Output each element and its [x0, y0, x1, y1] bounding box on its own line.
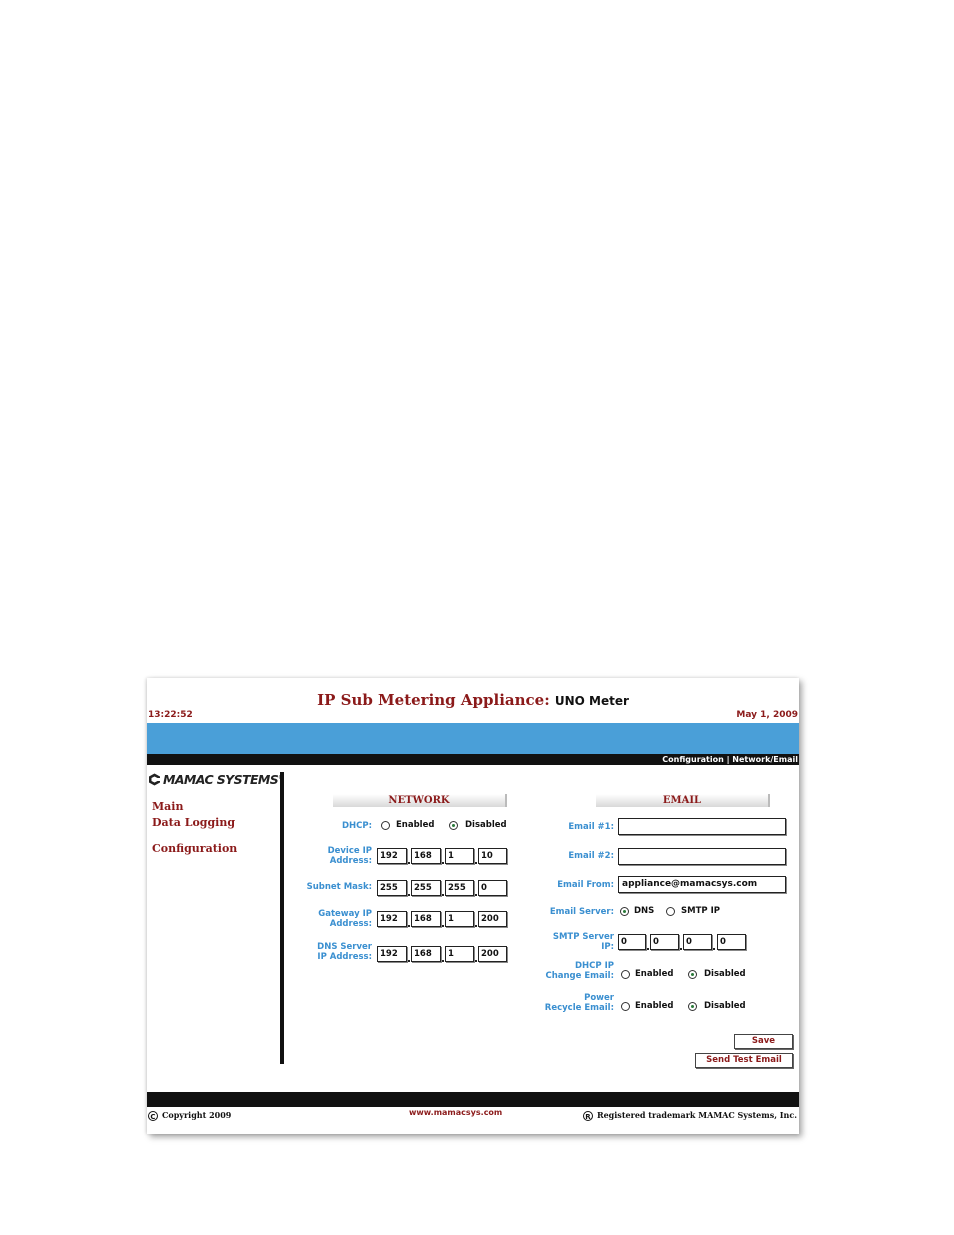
- logo-hex-icon: [148, 773, 161, 786]
- clock-time: 13:22:52: [148, 710, 193, 720]
- dns-octet-1[interactable]: 192: [377, 946, 407, 962]
- current-date: May 1, 2009: [736, 710, 798, 720]
- dhcp-label: DHCP:: [341, 821, 372, 831]
- subnet-octet-4[interactable]: 0: [478, 880, 507, 896]
- ip-dot: [475, 960, 477, 962]
- email-server-label: Email Server:: [549, 907, 614, 917]
- device-ip-label: Device IP Address:: [327, 846, 372, 866]
- sidebar-divider: [280, 772, 284, 1064]
- subnet-octet-3[interactable]: 255: [445, 880, 474, 896]
- page-title: [147, 690, 799, 709]
- server-dns-label: DNS: [634, 906, 655, 916]
- dns-octet-2[interactable]: 168: [411, 946, 441, 962]
- ip-dot: [442, 960, 444, 962]
- dhcp-change-disabled-radio[interactable]: [688, 970, 697, 979]
- dhcp-enabled-radio[interactable]: [381, 821, 390, 830]
- power-enabled-radio[interactable]: [621, 1002, 630, 1011]
- title-main: IP Sub Metering Appliance:: [317, 691, 550, 709]
- ip-dot: [408, 960, 410, 962]
- ip-dot: [475, 894, 477, 896]
- breadcrumb: Configuration | Network/Email: [662, 755, 798, 764]
- nav-main[interactable]: Main: [152, 800, 184, 813]
- ip-dot: [442, 925, 444, 927]
- server-smtp-radio[interactable]: [666, 907, 675, 916]
- ip-dot: [647, 948, 649, 950]
- ip-dot: [408, 925, 410, 927]
- smtp-ip-octet-1[interactable]: 0: [618, 934, 646, 950]
- device-ip-octet-4[interactable]: 10: [478, 848, 507, 864]
- email-heading: EMAIL: [596, 794, 770, 807]
- dhcp-change-enabled-radio[interactable]: [621, 970, 630, 979]
- ip-dot: [408, 894, 410, 896]
- smtp-ip-octet-2[interactable]: 0: [650, 934, 679, 950]
- smtp-ip-label: SMTP Server IP:: [552, 932, 614, 952]
- smtp-ip-octet-4[interactable]: 0: [717, 934, 746, 950]
- email2-input[interactable]: [618, 848, 786, 865]
- nav-data-logging[interactable]: Data Logging: [152, 816, 236, 829]
- email1-label: Email #1:: [568, 822, 614, 832]
- logo-text: MAMAC SYSTEMS: [163, 772, 279, 787]
- server-dns-radio[interactable]: [620, 907, 629, 916]
- smtp-ip-octet-3[interactable]: 0: [683, 934, 712, 950]
- gateway-octet-2[interactable]: 168: [411, 911, 441, 927]
- email-from-input[interactable]: appliance@mamacsys.com: [618, 876, 786, 893]
- gateway-octet-4[interactable]: 200: [478, 911, 507, 927]
- power-disabled-radio[interactable]: [688, 1002, 697, 1011]
- dns-octet-4[interactable]: 200: [478, 946, 507, 962]
- dhcp-change-disabled-label: Disabled: [704, 969, 746, 979]
- header-banner: [147, 723, 799, 754]
- dhcp-disabled-radio[interactable]: [449, 821, 458, 830]
- subnet-octet-1[interactable]: 255: [377, 880, 407, 896]
- website-link[interactable]: www.mamacsys.com: [409, 1108, 503, 1117]
- subnet-octet-2[interactable]: 255: [411, 880, 441, 896]
- breadcrumb-bar: [147, 754, 799, 765]
- ip-dot: [713, 948, 715, 950]
- trademark: R Registered trademark MAMAC Systems, Inc.: [583, 1110, 797, 1121]
- device-ip-octet-1[interactable]: 192: [377, 848, 407, 864]
- dns-label: DNS Server IP Address:: [317, 942, 372, 962]
- dhcp-change-email-label: DHCP IP Change Email:: [545, 961, 614, 981]
- device-ip-octet-3[interactable]: 1: [445, 848, 474, 864]
- ip-dot: [680, 948, 682, 950]
- ip-dot: [442, 894, 444, 896]
- copyright: C Copyright 2009: [148, 1110, 231, 1121]
- email-from-label: Email From:: [557, 880, 614, 890]
- network-heading: NETWORK: [333, 794, 507, 807]
- dhcp-disabled-label: Disabled: [465, 820, 507, 830]
- dhcp-change-enabled-label: Enabled: [635, 969, 674, 979]
- ip-dot: [408, 862, 410, 864]
- ip-dot: [475, 862, 477, 864]
- registered-icon: R: [583, 1111, 593, 1121]
- power-enabled-label: Enabled: [635, 1001, 674, 1011]
- dns-octet-3[interactable]: 1: [445, 946, 474, 962]
- gateway-octet-3[interactable]: 1: [445, 911, 474, 927]
- mamac-logo: [148, 773, 278, 787]
- app-window: [147, 678, 799, 1134]
- email1-input[interactable]: [618, 818, 786, 835]
- device-ip-octet-2[interactable]: 168: [411, 848, 441, 864]
- title-device: UNO Meter: [554, 694, 629, 708]
- send-test-email-button[interactable]: Send Test Email: [695, 1053, 793, 1068]
- subnet-label: Subnet Mask:: [306, 882, 372, 892]
- nav-configuration[interactable]: Configuration: [152, 842, 238, 855]
- server-smtp-label: SMTP IP: [681, 906, 720, 916]
- copyright-icon: C: [148, 1111, 158, 1121]
- email2-label: Email #2:: [568, 851, 614, 861]
- gateway-label: Gateway IP Address:: [318, 909, 372, 929]
- dhcp-enabled-label: Enabled: [396, 820, 435, 830]
- power-recycle-email-label: Power Recycle Email:: [544, 993, 614, 1013]
- ip-dot: [475, 925, 477, 927]
- save-button[interactable]: Save: [734, 1034, 793, 1049]
- footer-bar: [147, 1092, 799, 1107]
- power-disabled-label: Disabled: [704, 1001, 746, 1011]
- ip-dot: [442, 862, 444, 864]
- gateway-octet-1[interactable]: 192: [377, 911, 407, 927]
